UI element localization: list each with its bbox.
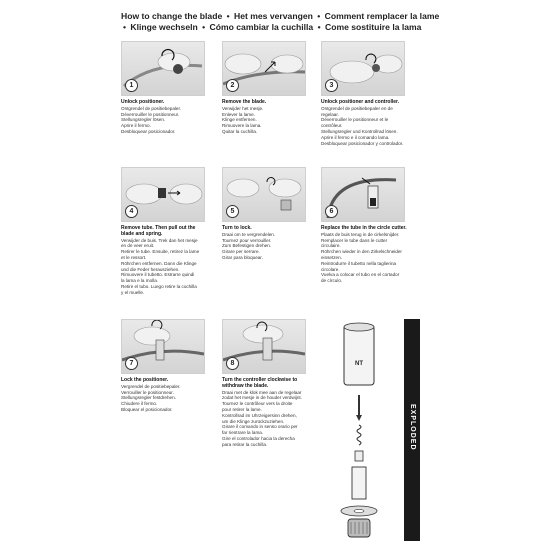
step-3-line: contrôleur. [321, 123, 343, 129]
step-5-line: Tournez pour verrouiller. [222, 237, 272, 243]
step-8-line: Gire el controlador hacia la derecha [222, 435, 295, 441]
brand-logo: NT [355, 361, 363, 367]
header-line-1 [121, 11, 441, 22]
header-title-es: Cómo cambiar la cuchilla [209, 22, 314, 32]
step-1-line: Déverrouiller le positionneur. [121, 111, 180, 117]
step-6-photo [321, 167, 405, 222]
step-6-line: Vuelva a colocar el tubo en el cortador [321, 272, 400, 278]
header-title-fr: Comment remplacer la lame [324, 11, 440, 21]
step-7-line: Verrouiller le positionneur. [121, 389, 174, 395]
step-3-photo [321, 41, 405, 96]
header-bullet: • [317, 22, 321, 32]
step-7-photo [121, 319, 205, 374]
step-8-line: Kontrollrad im Uhrzeigersinn drehen, [222, 412, 297, 418]
step-2-title: Remove the blade. [222, 99, 267, 105]
step-7-text [121, 378, 209, 413]
step-3-line: Aprire il fermo e il comando lama. [321, 134, 390, 140]
step-7-line: Vergrendel de positiebepaler. [121, 383, 181, 389]
step-4-text [121, 226, 209, 296]
step-3-line: Déverrouiller le positionneur et le [321, 117, 389, 123]
step-4-number: 4 [125, 205, 138, 218]
header-title-de: Klinge wechseln [130, 22, 198, 32]
step-4-title: Remove tube. Then pull out the blade and spring. [121, 225, 196, 237]
step-6-line: de círculo. [321, 278, 343, 284]
step-6-line: Reintrodurre il tubetto nella taglierina [321, 260, 397, 266]
step-3-line: Desbloquear posicionador y controlador. [321, 140, 404, 146]
step-7-line: Stellungsregler festdrehen. [121, 395, 176, 401]
step-7-number: 7 [125, 357, 138, 370]
step-8-line: Tournez le contrôleur vers la droite [222, 401, 293, 407]
step-6-title: Replace the tube in the circle cutter. [321, 225, 407, 231]
step-2-line: Verwijder het mesje. [222, 105, 264, 111]
step-2-text [222, 100, 310, 135]
header-title-en: How to change the blade [121, 11, 223, 21]
step-2-line: Enlever la lame. [222, 111, 255, 117]
step-5-text [222, 226, 310, 261]
step-4-line: Retirer le tube. Ensuite, retirez la lame [121, 249, 200, 255]
step-8-text [222, 378, 310, 448]
step-4-line: et le ressort. [121, 254, 147, 260]
step-6-text [321, 226, 409, 284]
exploded-parts-drawing [318, 319, 400, 541]
step-4-line: Rimuovere il tubetto. Estrarre quindi [121, 272, 195, 278]
step-3-number: 3 [325, 79, 338, 92]
step-6-line: circolare. [321, 266, 340, 272]
exploded-view [318, 319, 440, 541]
step-1-text [121, 100, 209, 135]
step-1-title: Unlock positioner. [121, 99, 165, 105]
step-1-line: Ontgrendel de positiebepaler. [121, 105, 182, 111]
step-6-line: Remplacer le tube dans le cutter [321, 237, 388, 243]
step-8-line: zodat het mesje in de houder verdwijnt. [222, 395, 302, 401]
step-2-line: Quitar la cuchilla. [222, 128, 258, 134]
step-4-line: Verwijder de buis. Trek dan het mesje [121, 237, 198, 243]
page-header [121, 11, 441, 33]
step-6-line: einsetzen. [321, 254, 342, 260]
header-bullet: • [317, 11, 321, 21]
step-3-line: regelaar. [321, 111, 339, 117]
step-2-line: Klinge entfernen. [222, 117, 257, 123]
header-bullet: • [123, 22, 127, 32]
step-5-number: 5 [226, 205, 239, 218]
step-4-line: y el muelle. [121, 289, 145, 295]
step-8-line: um die Klinge zurückzuziehen. [222, 418, 285, 424]
step-3-text [321, 100, 409, 146]
step-2-line: Rimuovere la lama. [222, 123, 262, 129]
step-5-photo [222, 167, 306, 222]
step-8-photo [222, 319, 306, 374]
step-4-line: und die Feder herausziehen. [121, 266, 180, 272]
step-1-line: Stellungsregler lösen. [121, 117, 166, 123]
step-8-line: far rientrare la lama. [222, 430, 264, 436]
step-1-number: 1 [125, 79, 138, 92]
step-5-line: Girar para bloquear. [222, 254, 263, 260]
step-5-title: Turn to lock. [222, 225, 252, 231]
step-2-photo [222, 41, 306, 96]
step-4-line: la lama e la molla. [121, 278, 159, 284]
step-6-line: Plaats de buis terug in de cirkelsnijder. [321, 231, 400, 237]
step-7-line: Chiudere il fermo. [121, 401, 158, 407]
step-6-line: circulaire. [321, 243, 341, 249]
step-8-title: Turn the controller clockwise to withdraw the blade. [222, 377, 298, 389]
step-3-line: Ontgrendel de positiebepaler en de [321, 105, 393, 111]
step-5-line: Zum Befestigen drehen. [222, 243, 272, 249]
header-title-nl: Het mes vervangen [234, 11, 313, 21]
step-8-line: Draai met de klok mee aan de regelaar [222, 389, 302, 395]
step-2-number: 2 [226, 79, 239, 92]
step-8-line: Girare il comando in senso orario per [222, 424, 298, 430]
exploded-label: EXPLODED [409, 404, 416, 451]
step-5-line: Draai om te vergrendelen. [222, 231, 276, 237]
header-bullet: • [202, 22, 206, 32]
step-6-line: Röhrchen wieder in den Zirkelschneider [321, 249, 402, 255]
step-3-line: Stellungsregler und Kontrollrad lösen. [321, 128, 398, 134]
step-8-line: pour retirer la lame. [222, 406, 262, 412]
step-8-number: 8 [226, 357, 239, 370]
header-title-it: Come sostituire la lama [324, 22, 422, 32]
step-6-number: 6 [325, 205, 338, 218]
step-4-photo [121, 167, 205, 222]
step-8-line: para retirar la cuchilla. [222, 441, 268, 447]
header-bullet: • [226, 11, 230, 21]
step-1-line: Desbloquear posicionador. [121, 128, 176, 134]
step-4-line: Retire el tubo. Luego retire la cuchilla [121, 283, 197, 289]
step-1-line: Aprire il fermo. [121, 123, 151, 129]
step-7-line: Bloquear el posicionador. [121, 406, 173, 412]
step-3-title: Unlock positioner and controller. [321, 99, 400, 105]
header-line-2 [121, 22, 441, 33]
step-7-title: Lock the positioner. [121, 377, 169, 383]
step-4-line: en de veer eruit. [121, 243, 155, 249]
step-1-photo [121, 41, 205, 96]
step-4-line: Röhrchen entfernen. Dann die Klinge [121, 260, 197, 266]
step-5-line: Girare per serrare. [222, 249, 260, 255]
